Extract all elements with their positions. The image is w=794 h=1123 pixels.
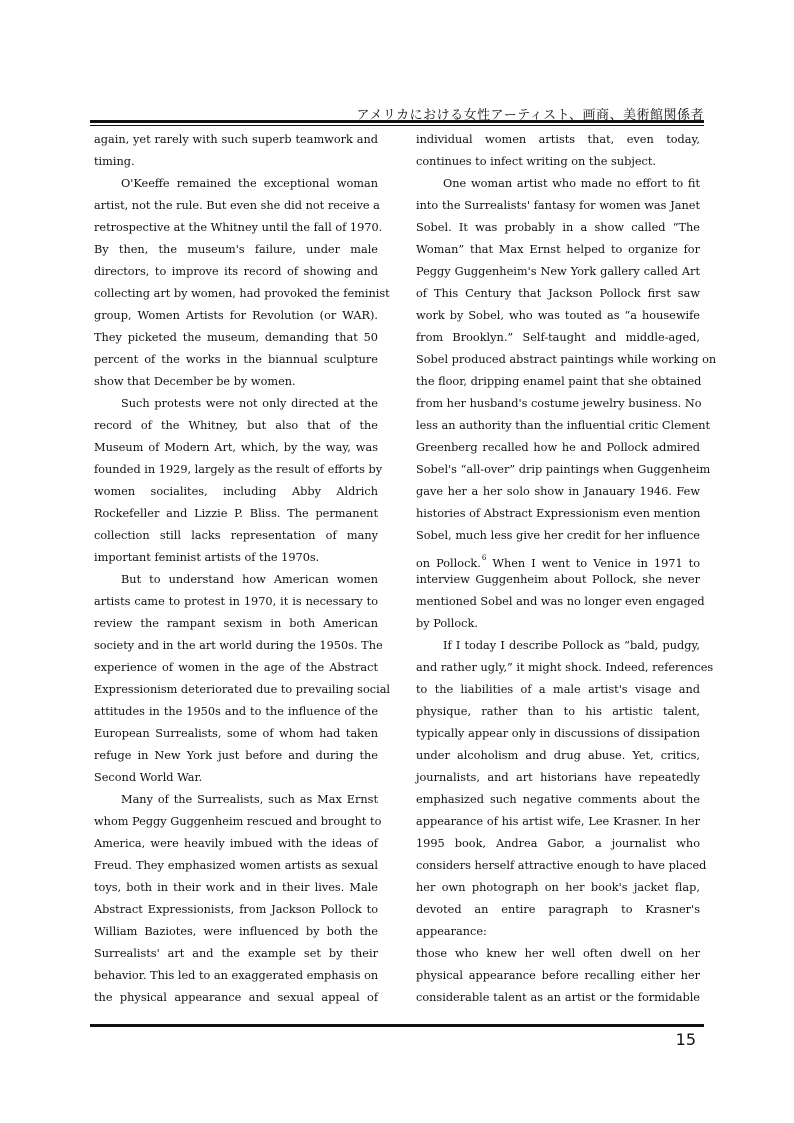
text-line: devoted an entire paragraph to Krasner's bbox=[416, 903, 700, 916]
text-line: considerable talent as an artist or the formidable bbox=[416, 991, 700, 1004]
text-line: Second World War. bbox=[94, 771, 203, 784]
text-line: 1995 book, Andrea Gabor, a journalist who bbox=[416, 837, 700, 850]
text-line: and rather ugly,” it might shock. Indeed, references bbox=[416, 661, 714, 674]
page-number: 15 bbox=[675, 1030, 696, 1049]
text-line: the floor, dripping enamel paint that she obtained bbox=[416, 375, 702, 388]
text-line: continues to infect writing on the subject. bbox=[416, 155, 656, 168]
text-line: One woman artist who made no effort to fit bbox=[443, 177, 700, 190]
text-line: physique, rather than to his artistic talent, bbox=[416, 705, 700, 718]
text-line: William Baziotes, were influenced by both the bbox=[94, 925, 378, 938]
header-rule bbox=[90, 120, 704, 123]
text-line: Many of the Surrealists, such as Max Ernst bbox=[121, 793, 378, 806]
text-line: individual women artists that, even today, bbox=[416, 133, 700, 146]
text-line: collection still lacks representation of many bbox=[94, 529, 378, 542]
text-line: whom Peggy Guggenheim rescued and brought to bbox=[94, 815, 382, 828]
text-line: toys, both in their work and in their lives. Male bbox=[94, 881, 378, 894]
text-line: Expressionism deteriorated due to prevailing social bbox=[94, 683, 391, 696]
text-line: Rockefeller and Lizzie P. Bliss. The permanent bbox=[94, 507, 378, 520]
text-line: mentioned Sobel and was no longer even engaged bbox=[416, 595, 705, 608]
footer-rule bbox=[90, 1024, 704, 1027]
text-line: of This Century that Jackson Pollock first saw bbox=[416, 287, 700, 300]
text-line: women socialites, including Abby Aldrich bbox=[94, 485, 378, 498]
text-line: from her husband's costume jewelry business. No bbox=[416, 397, 702, 410]
text-line: show that December be by women. bbox=[94, 375, 296, 388]
text-line: artists came to protest in 1970, it is necessary to bbox=[94, 595, 378, 608]
text-line: society and in the art world during the 1950s. The bbox=[94, 639, 383, 652]
text-line: to the liabilities of a male artist's visage and bbox=[416, 683, 700, 696]
text-line: retrospective at the Whitney until the fall of 1970. bbox=[94, 221, 383, 234]
running-header: アメリカにおける女性アーティスト、画商、美術館関係者 bbox=[356, 108, 704, 123]
text-line: Abstract Expressionists, from Jackson Pollock to bbox=[94, 903, 378, 916]
text-line: group, Women Artists for Revolution (or WAR). bbox=[94, 309, 378, 322]
text-line: journalists, and art historians have repeatedly bbox=[416, 771, 700, 784]
text-line: behavior. This led to an exaggerated emphasis on bbox=[94, 969, 379, 982]
text-line: appearance: bbox=[416, 925, 487, 938]
text-line: her own photograph on her book's jacket flap, bbox=[416, 881, 700, 894]
text-line: By then, the museum's failure, under male bbox=[94, 243, 378, 256]
text-line: Sobel produced abstract paintings while working on bbox=[416, 353, 717, 366]
header-rule-thin bbox=[90, 125, 704, 126]
text-line: from Brooklyn.” Self-taught and middle-aged, bbox=[416, 331, 700, 344]
text-line: They picketed the museum, demanding that 50 bbox=[94, 331, 378, 344]
text-line: histories of Abstract Expressionism even mention bbox=[416, 507, 701, 520]
text-line: Surrealists' art and the example set by their bbox=[94, 947, 378, 960]
text-line: experience of women in the age of the Abstract bbox=[94, 661, 378, 674]
text-line: collecting art by women, had provoked the feminist bbox=[94, 287, 390, 300]
text-line: on Pollock.$^6$ When I went to Venice in 1971 to bbox=[416, 554, 700, 570]
text-line: directors, to improve its record of showing and bbox=[94, 265, 378, 278]
text-line: Sobel's “all-over” drip paintings when Guggenheim bbox=[416, 463, 711, 476]
text-line: artist, not the rule. But even she did not receive a bbox=[94, 199, 380, 212]
text-line: Peggy Guggenheim's New York gallery called Art bbox=[416, 265, 700, 278]
text-line: under alcoholism and drug abuse. Yet, critics, bbox=[416, 749, 700, 762]
text-line: physical appearance before recalling either her bbox=[416, 969, 700, 982]
footnote-marker: 6 bbox=[481, 554, 487, 562]
text-line: If I today I describe Pollock as “bald, pudgy, bbox=[443, 639, 700, 652]
text-line: Woman” that Max Ernst helped to organize for bbox=[416, 243, 700, 256]
text-line: Museum of Modern Art, which, by the way, was bbox=[94, 441, 378, 454]
text-line: refuge in New York just before and during the bbox=[94, 749, 378, 762]
text-line: into the Surrealists' fantasy for women was Janet bbox=[416, 199, 700, 212]
text-line: Freud. They emphasized women artists as sexual bbox=[94, 859, 378, 872]
text-line: review the rampant sexism in both American bbox=[94, 617, 378, 630]
text-line: America, were heavily imbued with the ideas of bbox=[94, 837, 378, 850]
text-line: percent of the works in the biannual sculpture bbox=[94, 353, 378, 366]
text-line: again, yet rarely with such superb teamwork and bbox=[94, 133, 378, 146]
text-line: founded in 1929, largely as the result of efforts by bbox=[94, 463, 383, 476]
text-line: timing. bbox=[94, 155, 135, 168]
text-line: gave her a her solo show in Janauary 1946. Few bbox=[416, 485, 700, 498]
text-line: emphasized such negative comments about the bbox=[416, 793, 700, 806]
right-text-column bbox=[416, 129, 717, 1009]
text-line: But to understand how American women bbox=[121, 573, 378, 586]
text-line: interview Guggenheim about Pollock, she never bbox=[416, 573, 700, 586]
text-line: those who knew her well often dwell on her bbox=[416, 947, 700, 960]
text-line: O'Keeffe remained the exceptional woman bbox=[121, 177, 378, 190]
text-line: considers herself attractive enough to have placed bbox=[416, 859, 707, 872]
text-line: typically appear only in discussions of dissipation bbox=[416, 727, 700, 740]
text-line: Sobel, much less give her credit for her influence bbox=[416, 529, 700, 542]
text-line: by Pollock. bbox=[416, 617, 478, 630]
text-line: appearance of his artist wife, Lee Krasner. In her bbox=[416, 815, 700, 828]
text-line: important feminist artists of the 1970s. bbox=[94, 551, 320, 564]
left-text-column bbox=[94, 129, 391, 1009]
text-line: Greenberg recalled how he and Pollock admired bbox=[416, 441, 700, 454]
text-line: European Surrealists, some of whom had taken bbox=[94, 727, 378, 740]
text-line: less an authority than the influential critic Clement bbox=[416, 419, 711, 432]
text-line: work by Sobel, who was touted as “a housewife bbox=[416, 309, 700, 322]
text-line: the physical appearance and sexual appeal of bbox=[94, 991, 378, 1004]
text-line: record of the Whitney, but also that of the bbox=[94, 419, 378, 432]
text-line: attitudes in the 1950s and to the influence of the bbox=[94, 705, 378, 718]
text-line: Sobel. It was probably in a show called “The bbox=[416, 221, 700, 234]
text-line: Such protests were not only directed at the bbox=[121, 397, 378, 410]
